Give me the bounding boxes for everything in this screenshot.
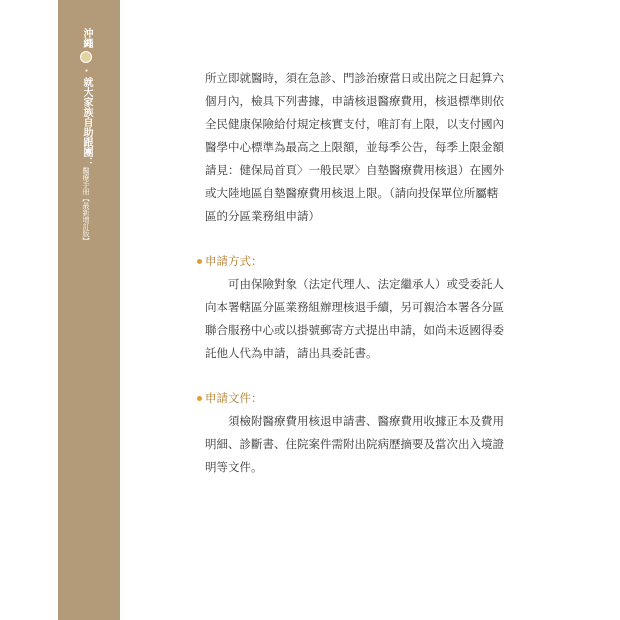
spine-title-part-a: 沖繩 bbox=[81, 28, 92, 48]
section-line: 託他人代為申請，請出具委託書。 bbox=[205, 346, 378, 360]
section-heading-text: 申請方式： bbox=[205, 254, 263, 268]
spine-title bbox=[60, 28, 92, 244]
section-line: 明細、診斷書、住院案件需附出院病歷摘要及當次出入境證 bbox=[205, 437, 504, 451]
intro-line: 全民健康保險給付規定核實支付，唯訂有上限，以支付國內 bbox=[205, 117, 504, 131]
intro-paragraph bbox=[205, 67, 507, 228]
intro-line: 請見：健保局首頁〉一般民眾〉自墊醫療費用核退）在國外 bbox=[205, 163, 504, 177]
section-line: 向本署轄區分區業務組辦理核退手續，另可親洽本署各分區 bbox=[205, 300, 504, 314]
bullet-icon bbox=[197, 259, 202, 264]
page-number: 148 bbox=[133, 588, 154, 601]
page-content bbox=[205, 67, 507, 479]
section-body-application-documents bbox=[205, 410, 507, 479]
book-spine-band bbox=[58, 0, 154, 620]
intro-line: 個月內，檢具下列書據，申請核退醫療費用，核退標準則依 bbox=[205, 94, 504, 108]
section-body-application-method bbox=[205, 273, 507, 365]
intro-line: 區的分區業務組申請） bbox=[205, 209, 320, 223]
intro-line: 或大陸地區自墊醫療費用核退上限。（請向投保單位所屬轄 bbox=[205, 186, 499, 200]
intro-line: 所立即就醫時，須在急診、門診治療當日或出院之日起算六 bbox=[205, 71, 504, 85]
section-line: 可由保險對象（法定代理人、法定繼承人）或受委託人 bbox=[228, 277, 504, 291]
section-line: 聯合服務中心或以掛號郵寄方式提出申請，如尚未返國得委 bbox=[205, 323, 504, 337]
section-heading-text: 申請文件： bbox=[205, 391, 263, 405]
spine-subtitle: 醫療手冊【最新增訂版】 bbox=[82, 167, 90, 244]
bullet-icon bbox=[197, 396, 202, 401]
section-heading-application-documents bbox=[197, 387, 507, 410]
intro-line: 醫學中心標準為最高之上限額，並每季公告，每季上限金額 bbox=[205, 140, 504, 154]
spine-logo-icon bbox=[80, 51, 92, 63]
section-heading-application-method bbox=[197, 250, 507, 273]
spine-title-part-b: ·就大家族自助跟團： bbox=[81, 66, 92, 167]
section-line: 明等文件。 bbox=[205, 460, 263, 474]
section-line: 須檢附醫療費用核退申請書、醫療費用收據正本及費用 bbox=[228, 414, 504, 428]
